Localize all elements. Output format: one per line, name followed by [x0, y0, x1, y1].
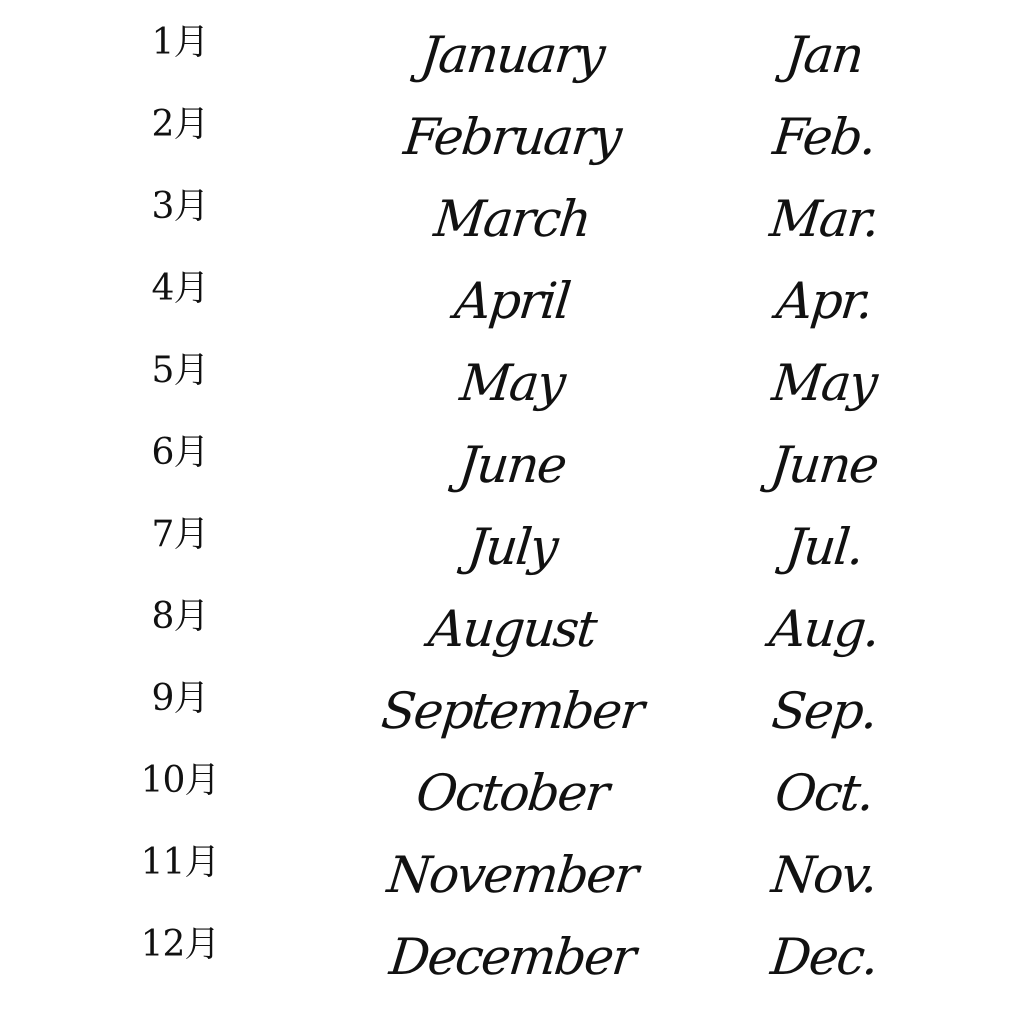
month-name: January	[417, 26, 607, 84]
month-abbreviation: Feb.	[770, 108, 878, 166]
month-abbreviation: Oct.	[772, 764, 876, 822]
month-abbreviation: Dec.	[768, 928, 880, 986]
month-name: July	[464, 518, 560, 576]
month-number: 7月	[151, 513, 209, 555]
month-row	[0, 916, 1024, 998]
month-number: 4月	[151, 267, 209, 309]
month-abbreviation: Jan	[782, 26, 866, 84]
month-name: May	[457, 354, 567, 412]
month-number: 3月	[151, 185, 209, 227]
month-number: 12月	[140, 923, 220, 965]
month-name: April	[451, 272, 573, 330]
month-abbreviation: Apr.	[773, 272, 875, 330]
month-name: October	[413, 764, 611, 822]
month-number: 9月	[151, 677, 209, 719]
month-number: 6月	[151, 431, 209, 473]
month-number: 8月	[151, 595, 209, 637]
month-abbreviation: Mar.	[767, 190, 881, 248]
month-abbreviation: May	[769, 354, 879, 412]
month-name: September	[378, 682, 646, 740]
month-name: August	[425, 600, 599, 658]
month-name: March	[431, 190, 593, 248]
month-number: 2月	[151, 103, 209, 145]
month-number: 10月	[140, 759, 220, 801]
month-name: June	[455, 436, 569, 494]
month-abbreviation: Nov.	[768, 846, 880, 904]
month-abbreviation: Aug.	[766, 600, 882, 658]
month-name: February	[401, 108, 623, 166]
month-number: 5月	[151, 349, 209, 391]
month-abbreviation: Jul.	[782, 518, 866, 576]
month-name: November	[384, 846, 640, 904]
month-abbreviation: June	[767, 436, 881, 494]
month-list	[0, 14, 1024, 998]
month-name: December	[386, 928, 638, 986]
month-number: 11月	[140, 841, 220, 883]
month-abbreviation: Sep.	[769, 682, 879, 740]
month-number: 1月	[151, 21, 209, 63]
